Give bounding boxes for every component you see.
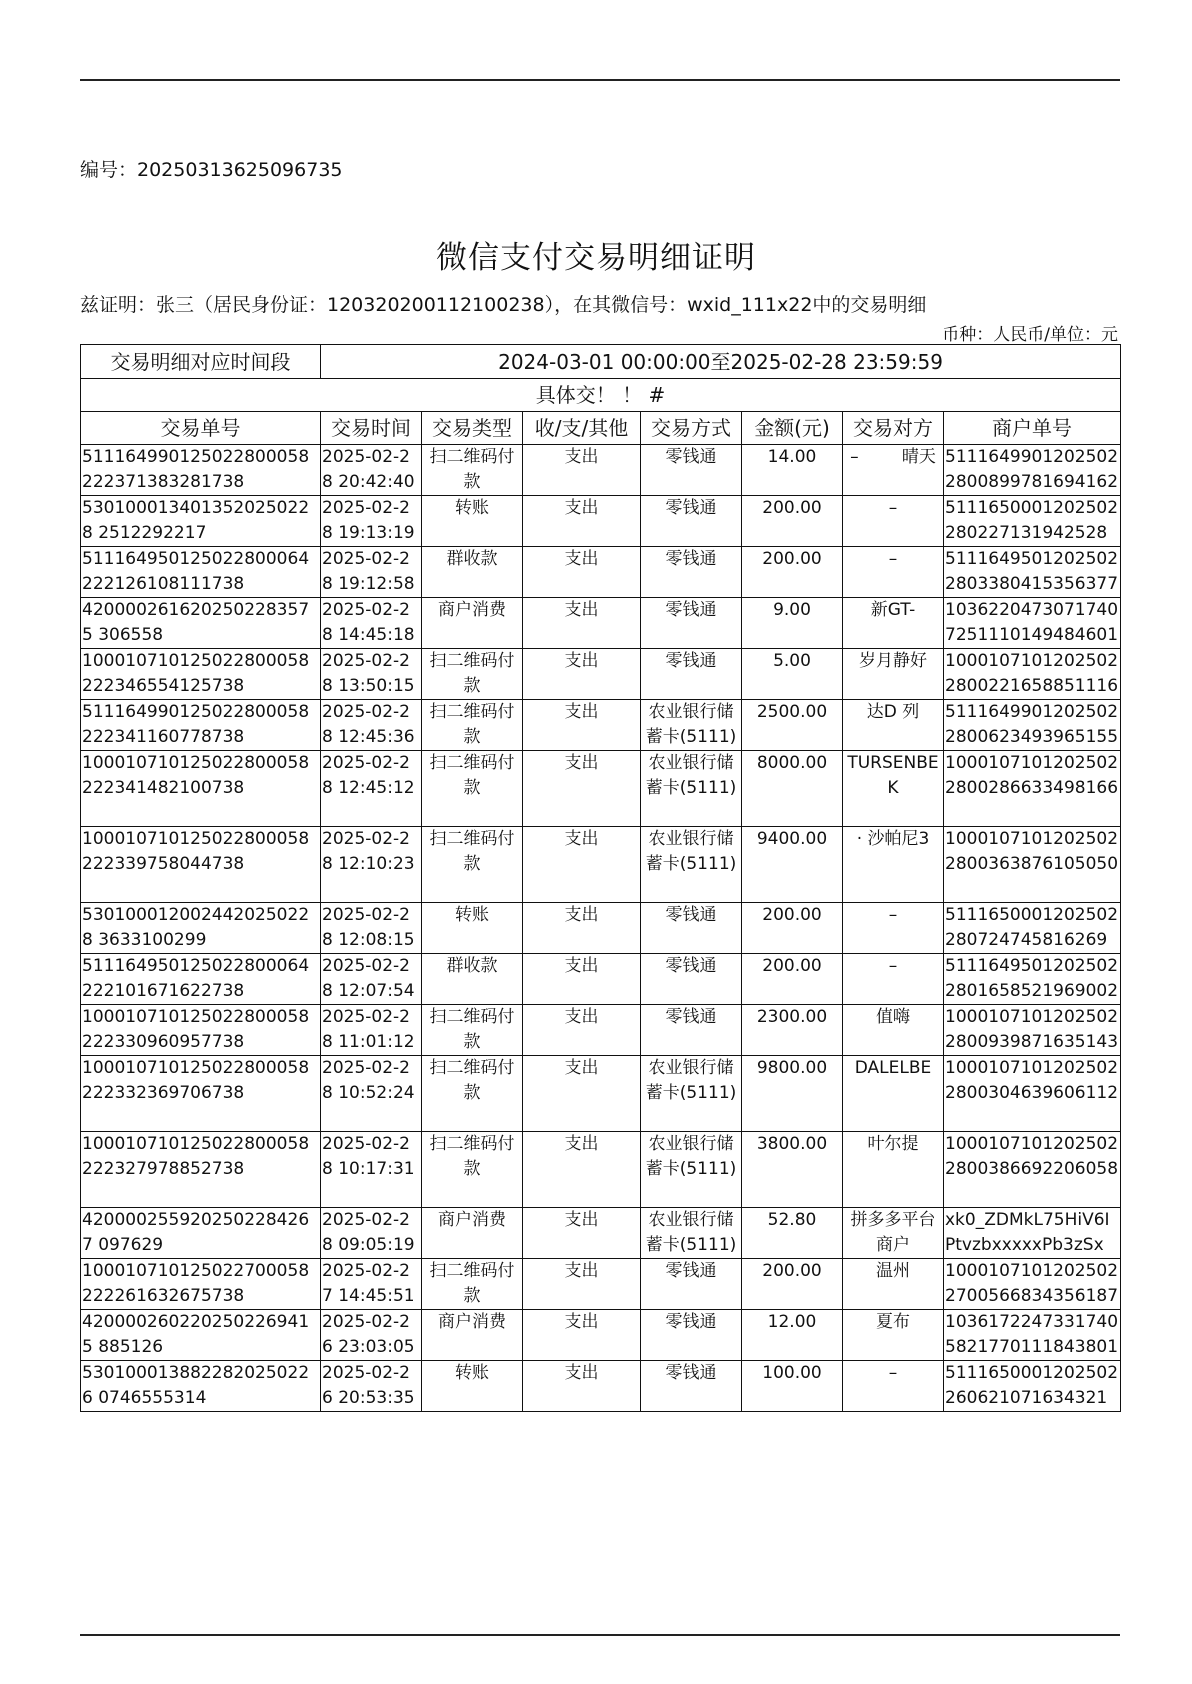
merchant-id-cell: 10001071012025022800286633498166 <box>944 751 1121 827</box>
transaction-type-cell: 商户消费 <box>422 1310 523 1361</box>
table-row <box>81 1132 1121 1208</box>
direction-cell: 支出 <box>523 827 641 903</box>
counterparty-cell: 温州 <box>843 1259 944 1310</box>
direction-cell: 支出 <box>523 598 641 649</box>
table-row <box>81 445 1121 496</box>
table-row <box>81 1310 1121 1361</box>
transaction-type-cell: 转账 <box>422 903 523 954</box>
transaction-id-cell: 4200002616202502283575 306558 <box>81 598 321 649</box>
transaction-time-cell: 2025-02-28 11:01:12 <box>321 1005 422 1056</box>
transaction-time-cell: 2025-02-28 09:05:19 <box>321 1208 422 1259</box>
direction-cell: 支出 <box>523 903 641 954</box>
payment-method-cell: 农业银行储蓄卡(5111) <box>641 1132 742 1208</box>
transaction-type-cell: 扫二维码付款 <box>422 1005 523 1056</box>
counterparty-cell: 拼多多平台商户 <box>843 1208 944 1259</box>
amount-cell: 12.00 <box>742 1310 843 1361</box>
payment-method-cell: 零钱通 <box>641 954 742 1005</box>
header-cell: 交易时间 <box>321 412 422 445</box>
amount-cell: 200.00 <box>742 1259 843 1310</box>
counterparty-cell: 叶尔提 <box>843 1132 944 1208</box>
transaction-id-cell: 100010710125022800058222339758044738 <box>81 827 321 903</box>
direction-cell: 支出 <box>523 1310 641 1361</box>
table-row <box>81 954 1121 1005</box>
counterparty-cell: DALELBE <box>843 1056 944 1132</box>
table-row <box>81 1361 1121 1412</box>
merchant-id-cell: 51116495012025022801658521969002 <box>944 954 1121 1005</box>
merchant-id-cell: 10001071012025022800386692206058 <box>944 1132 1121 1208</box>
payment-method-cell: 零钱通 <box>641 547 742 598</box>
transaction-id-cell: 100010710125022800058222332369706738 <box>81 1056 321 1132</box>
transaction-table <box>80 344 1121 1412</box>
merchant-id-cell: 51116499012025022800623493965155 <box>944 700 1121 751</box>
amount-cell: 2300.00 <box>742 1005 843 1056</box>
amount-cell: 9800.00 <box>742 1056 843 1132</box>
amount-cell: 100.00 <box>742 1361 843 1412</box>
transaction-type-cell: 扫二维码付款 <box>422 649 523 700</box>
payment-method-cell: 零钱通 <box>641 1361 742 1412</box>
direction-cell: 支出 <box>523 1361 641 1412</box>
header-cell: 交易对方 <box>843 412 944 445</box>
counterparty-cell: – <box>843 547 944 598</box>
table-row <box>81 598 1121 649</box>
period-value: 2024-03-01 00:00:00至2025-02-28 23:59:59 <box>321 345 1121 379</box>
transaction-time-cell: 2025-02-28 20:42:40 <box>321 445 422 496</box>
counterparty-cell: · 沙帕尼3 <box>843 827 944 903</box>
merchant-id-cell: 10001071012025022700566834356187 <box>944 1259 1121 1310</box>
transaction-id-cell: 4200002602202502269415 885126 <box>81 1310 321 1361</box>
direction-cell: 支出 <box>523 1259 641 1310</box>
table-row <box>81 547 1121 598</box>
transaction-id-cell: 511164950125022800064222126108111738 <box>81 547 321 598</box>
transaction-type-cell: 扫二维码付款 <box>422 1056 523 1132</box>
transaction-id-cell: 100010710125022800058222327978852738 <box>81 1132 321 1208</box>
transaction-id-cell: 4200002559202502284267 097629 <box>81 1208 321 1259</box>
direction-cell: 支出 <box>523 496 641 547</box>
table-row <box>81 1005 1121 1056</box>
direction-cell: 支出 <box>523 445 641 496</box>
merchant-id-cell: 5111650001202502280227131942528 <box>944 496 1121 547</box>
amount-cell: 5.00 <box>742 649 843 700</box>
table-row <box>81 496 1121 547</box>
merchant-id-cell: 10001071012025022800939871635143 <box>944 1005 1121 1056</box>
direction-cell: 支出 <box>523 649 641 700</box>
counterparty-cell: 夏布 <box>843 1310 944 1361</box>
header-cell: 交易单号 <box>81 412 321 445</box>
payment-method-cell: 农业银行储蓄卡(5111) <box>641 700 742 751</box>
transaction-time-cell: 2025-02-28 12:08:15 <box>321 903 422 954</box>
merchant-id-cell: 10362204730717407251110149484601 <box>944 598 1121 649</box>
transaction-time-cell: 2025-02-28 12:07:54 <box>321 954 422 1005</box>
transaction-type-cell: 扫二维码付款 <box>422 445 523 496</box>
transaction-time-cell: 2025-02-26 23:03:05 <box>321 1310 422 1361</box>
table-row <box>81 903 1121 954</box>
amount-cell: 14.00 <box>742 445 843 496</box>
transaction-time-cell: 2025-02-26 20:53:35 <box>321 1361 422 1412</box>
certification-statement: 兹证明：张三（居民身份证：120320200112100238），在其微信号：wxid_111x22中的交易明细 <box>80 294 927 316</box>
header-cell: 金额(元) <box>742 412 843 445</box>
amount-cell: 2500.00 <box>742 700 843 751</box>
bottom-divider <box>80 1634 1120 1636</box>
counterparty-cell: 值嗨 <box>843 1005 944 1056</box>
header-cell: 交易类型 <box>422 412 523 445</box>
merchant-id-cell: 10001071012025022800221658851116 <box>944 649 1121 700</box>
transaction-time-cell: 2025-02-27 14:45:51 <box>321 1259 422 1310</box>
transaction-time-cell: 2025-02-28 10:17:31 <box>321 1132 422 1208</box>
payment-method-cell: 农业银行储蓄卡(5111) <box>641 751 742 827</box>
payment-method-cell: 零钱通 <box>641 649 742 700</box>
period-row <box>81 345 1121 379</box>
subtitle-row <box>81 379 1121 412</box>
transaction-time-cell: 2025-02-28 19:12:58 <box>321 547 422 598</box>
table-row <box>81 1208 1121 1259</box>
amount-cell: 200.00 <box>742 547 843 598</box>
currency-unit: 币种：人民币/单位：元 <box>942 325 1118 345</box>
transaction-type-cell: 商户消费 <box>422 1208 523 1259</box>
payment-method-cell: 农业银行储蓄卡(5111) <box>641 1056 742 1132</box>
direction-cell: 支出 <box>523 700 641 751</box>
amount-cell: 200.00 <box>742 903 843 954</box>
counterparty-cell: – <box>843 496 944 547</box>
counterparty-cell: – 晴天 <box>843 445 944 496</box>
transaction-id-cell: 5301000134013520250228 2512292217 <box>81 496 321 547</box>
header-cell: 收/支/其他 <box>523 412 641 445</box>
amount-cell: 200.00 <box>742 496 843 547</box>
top-divider <box>80 79 1120 81</box>
transaction-id-cell: 511164990125022800058222371383281738 <box>81 445 321 496</box>
counterparty-cell: – <box>843 1361 944 1412</box>
payment-method-cell: 农业银行储蓄卡(5111) <box>641 1208 742 1259</box>
transaction-id-cell: 100010710125022800058222330960957738 <box>81 1005 321 1056</box>
table-row <box>81 649 1121 700</box>
document-title: 微信支付交易明细证明 <box>436 240 756 276</box>
amount-cell: 9.00 <box>742 598 843 649</box>
merchant-id-cell: 10001071012025022800363876105050 <box>944 827 1121 903</box>
transaction-time-cell: 2025-02-28 12:45:12 <box>321 751 422 827</box>
transaction-time-cell: 2025-02-28 14:45:18 <box>321 598 422 649</box>
direction-cell: 支出 <box>523 954 641 1005</box>
transaction-type-cell: 转账 <box>422 1361 523 1412</box>
transaction-time-cell: 2025-02-28 12:10:23 <box>321 827 422 903</box>
transaction-type-cell: 扫二维码付款 <box>422 751 523 827</box>
table-row <box>81 700 1121 751</box>
merchant-id-cell: 51116495012025022803380415356377 <box>944 547 1121 598</box>
header-cell: 商户单号 <box>944 412 1121 445</box>
table-row <box>81 1056 1121 1132</box>
header-row <box>81 412 1121 445</box>
merchant-id-cell: 10001071012025022800304639606112 <box>944 1056 1121 1132</box>
payment-method-cell: 零钱通 <box>641 1310 742 1361</box>
merchant-id-cell: 5111650001202502280724745816269 <box>944 903 1121 954</box>
merchant-id-cell: 51116499012025022800899781694162 <box>944 445 1121 496</box>
transaction-id-cell: 100010710125022800058222341482100738 <box>81 751 321 827</box>
payment-method-cell: 零钱通 <box>641 598 742 649</box>
transaction-id-cell: 100010710125022700058222261632675738 <box>81 1259 321 1310</box>
payment-method-cell: 零钱通 <box>641 903 742 954</box>
transaction-time-cell: 2025-02-28 10:52:24 <box>321 1056 422 1132</box>
document-number: 编号：20250313625096735 <box>80 159 343 181</box>
period-label: 交易明细对应时间段 <box>81 345 321 379</box>
payment-method-cell: 零钱通 <box>641 496 742 547</box>
amount-cell: 52.80 <box>742 1208 843 1259</box>
merchant-id-cell: 5111650001202502260621071634321 <box>944 1361 1121 1412</box>
direction-cell: 支出 <box>523 751 641 827</box>
direction-cell: 支出 <box>523 1208 641 1259</box>
transaction-type-cell: 扫二维码付款 <box>422 700 523 751</box>
table-row <box>81 751 1121 827</box>
transaction-type-cell: 扫二维码付款 <box>422 1132 523 1208</box>
amount-cell: 8000.00 <box>742 751 843 827</box>
payment-method-cell: 零钱通 <box>641 1005 742 1056</box>
table-subtitle: 具体交！ ！ # <box>81 379 1121 412</box>
amount-cell: 200.00 <box>742 954 843 1005</box>
counterparty-cell: TURSENBEK <box>843 751 944 827</box>
payment-method-cell: 农业银行储蓄卡(5111) <box>641 827 742 903</box>
counterparty-cell: 达D 列 <box>843 700 944 751</box>
transaction-id-cell: 511164990125022800058222341160778738 <box>81 700 321 751</box>
transaction-type-cell: 群收款 <box>422 547 523 598</box>
table-row <box>81 1259 1121 1310</box>
counterparty-cell: – <box>843 903 944 954</box>
amount-cell: 9400.00 <box>742 827 843 903</box>
payment-method-cell: 零钱通 <box>641 445 742 496</box>
transaction-type-cell: 群收款 <box>422 954 523 1005</box>
header-cell: 交易方式 <box>641 412 742 445</box>
transaction-id-cell: 511164950125022800064222101671622738 <box>81 954 321 1005</box>
transaction-type-cell: 扫二维码付款 <box>422 827 523 903</box>
transaction-type-cell: 扫二维码付款 <box>422 1259 523 1310</box>
table-row <box>81 827 1121 903</box>
transaction-time-cell: 2025-02-28 12:45:36 <box>321 700 422 751</box>
direction-cell: 支出 <box>523 1056 641 1132</box>
direction-cell: 支出 <box>523 1005 641 1056</box>
amount-cell: 3800.00 <box>742 1132 843 1208</box>
transaction-type-cell: 商户消费 <box>422 598 523 649</box>
transaction-id-cell: 5301000120024420250228 3633100299 <box>81 903 321 954</box>
direction-cell: 支出 <box>523 547 641 598</box>
transaction-time-cell: 2025-02-28 13:50:15 <box>321 649 422 700</box>
counterparty-cell: – <box>843 954 944 1005</box>
transaction-id-cell: 100010710125022800058222346554125738 <box>81 649 321 700</box>
merchant-id-cell: 10361722473317405821770111843801 <box>944 1310 1121 1361</box>
transaction-id-cell: 5301000138822820250226 0746555314 <box>81 1361 321 1412</box>
counterparty-cell: 新GT- <box>843 598 944 649</box>
transaction-time-cell: 2025-02-28 19:13:19 <box>321 496 422 547</box>
direction-cell: 支出 <box>523 1132 641 1208</box>
merchant-id-cell: xk0_ZDMkL75HiV6IPtvzbxxxxxPb3zSx <box>944 1208 1121 1259</box>
transaction-type-cell: 转账 <box>422 496 523 547</box>
counterparty-cell: 岁月静好 <box>843 649 944 700</box>
payment-method-cell: 零钱通 <box>641 1259 742 1310</box>
